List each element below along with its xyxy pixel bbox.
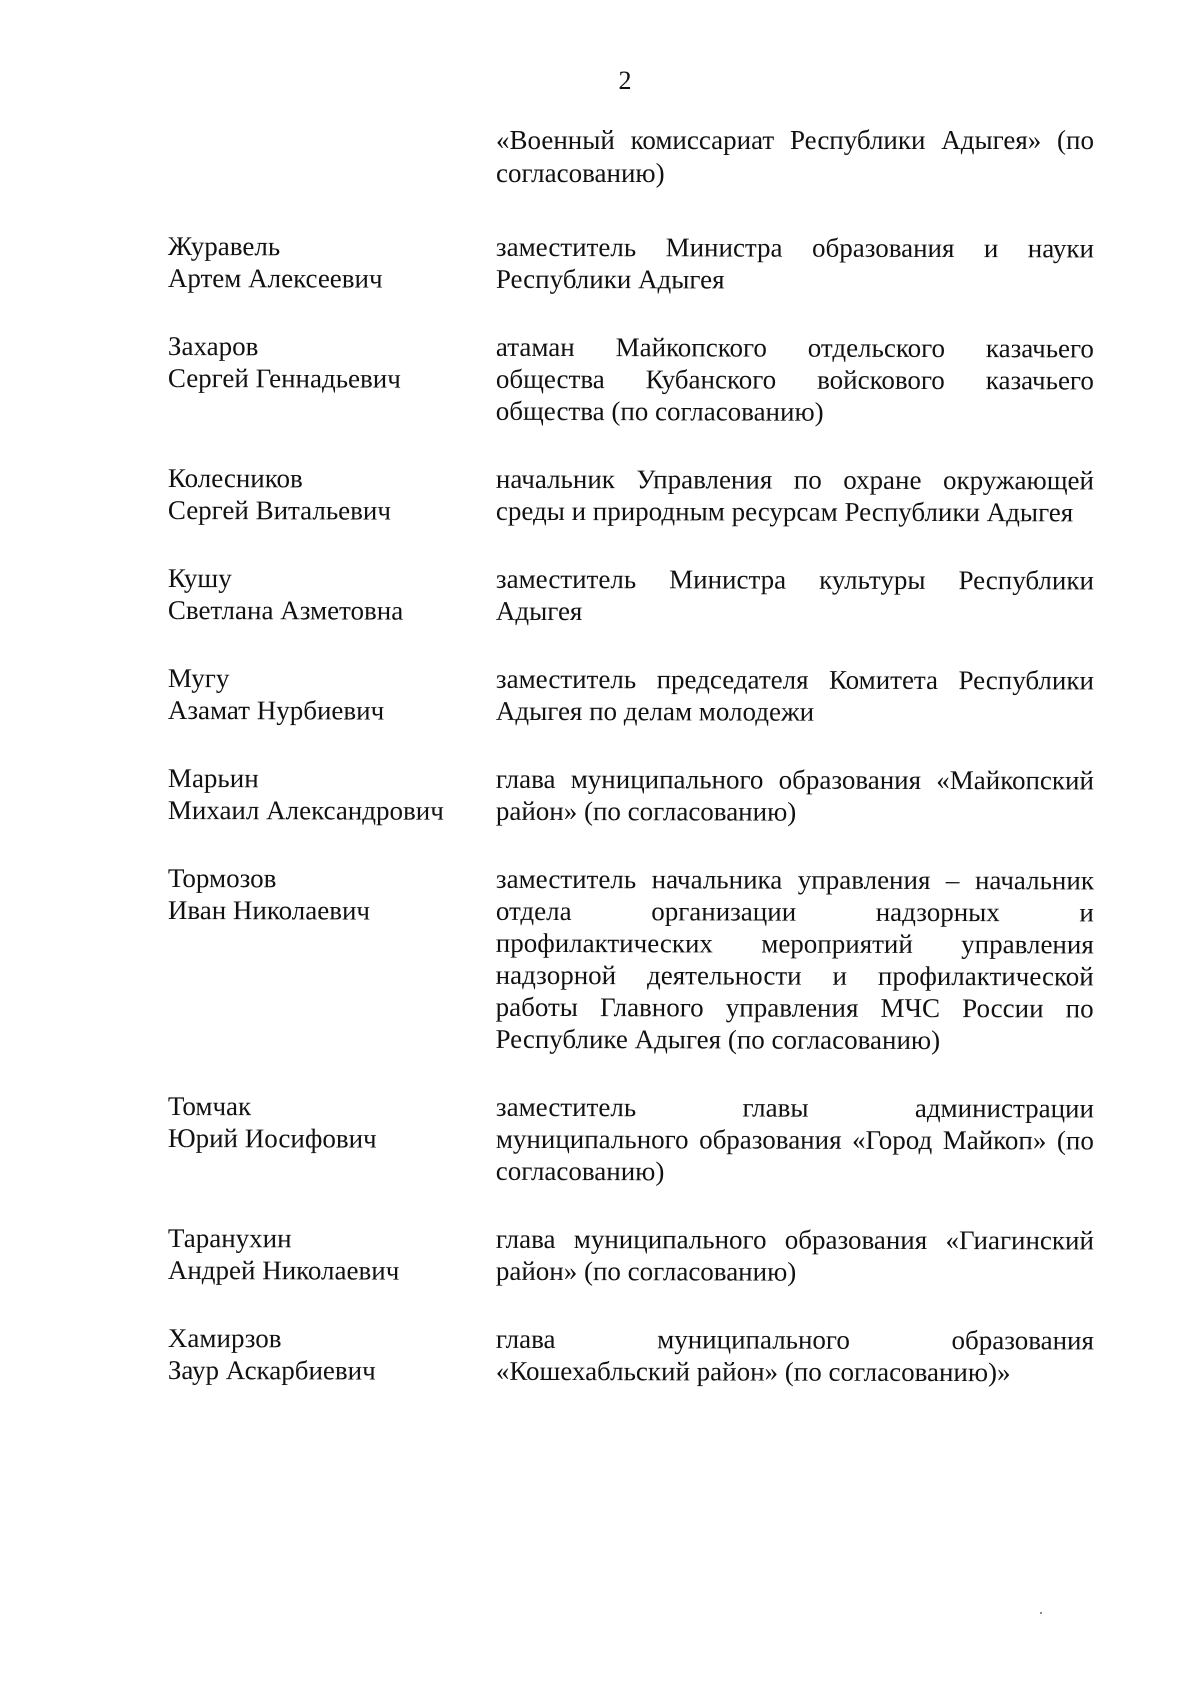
member-role: заместитель Министра образования и науки Республики Адыгея (495, 231, 1094, 295)
member-name (168, 330, 496, 427)
member-surname: Кушу (167, 563, 232, 594)
member-surname: Тормозов (167, 863, 277, 894)
member-surname: Захаров (167, 331, 259, 362)
scan-speck (1040, 1612, 1042, 1614)
member-role: заместитель начальника управления – начальник отдела организации надзорных и профилактических мероприятий управления надзорной деятельности и профилактической работы Главного управления МЧС России по Республике Адыгея (по согласованию) (495, 863, 1094, 1056)
list-item (168, 1090, 1103, 1188)
member-given-name: Светлана Азметовна (167, 594, 404, 626)
member-name (168, 1322, 496, 1387)
member-list (168, 230, 1103, 1386)
member-name (168, 1222, 496, 1287)
member-surname: Хамирзов (167, 1323, 282, 1354)
member-surname: Таранухин (167, 1223, 292, 1254)
list-item (168, 462, 1103, 528)
list-item (168, 1222, 1103, 1288)
member-surname: Томчак (167, 1091, 252, 1122)
member-role: глава муниципального образования «Гиагинский район» (по согласованию) (495, 1223, 1094, 1287)
member-role: атаман Майкопского отдельского казачьего общества Кубанского войскового казачьего общества (по согласованию) (495, 331, 1094, 427)
member-role: заместитель главы администрации муниципального образования «Город Майкоп» (по согласованию) (495, 1091, 1094, 1187)
member-name (168, 762, 496, 827)
page-number: 2 (618, 66, 632, 95)
member-given-name: Михаил Александрович (167, 794, 444, 826)
member-name (168, 562, 496, 627)
member-name (168, 1090, 496, 1187)
member-name (168, 462, 496, 527)
member-given-name: Заур Аскарбиевич (167, 1354, 376, 1386)
member-given-name: Артем Алексеевич (167, 262, 383, 294)
member-role: глава муниципального образования «Кошехабльский район» (по согласованию)» (495, 1323, 1094, 1388)
member-name (168, 662, 496, 727)
member-role: заместитель Министра культуры Республики Адыгея (495, 563, 1094, 627)
list-item (168, 562, 1103, 628)
member-role: начальник Управления по охране окружающей среды и природным ресурсам Республики Адыгея (495, 463, 1094, 528)
member-given-name: Иван Николаевич (167, 894, 371, 926)
member-surname: Журавель (167, 231, 281, 262)
list-item (168, 762, 1103, 828)
member-given-name: Азамат Нурбиевич (167, 694, 385, 726)
member-surname: Мугу (167, 663, 230, 694)
member-role: глава муниципального образования «Майкопский район» (по согласованию) (495, 763, 1094, 827)
member-surname: Колесников (167, 463, 303, 494)
document-body (168, 124, 1103, 1422)
list-item (168, 662, 1103, 728)
member-role: заместитель председателя Комитета Республики Адыгея по делам молодежи (495, 663, 1094, 727)
member-given-name: Юрий Иосифович (167, 1122, 377, 1154)
member-given-name: Сергей Геннадьевич (167, 362, 401, 394)
member-given-name: Андрей Николаевич (167, 1254, 400, 1286)
member-name (167, 862, 496, 1055)
list-item (167, 862, 1102, 1056)
list-item (168, 1322, 1103, 1388)
member-given-name: Сергей Витальевич (167, 494, 392, 526)
intro-paragraph: «Военный комиссариат Республики Адыгея» (по согласованию) (496, 125, 1094, 188)
list-item (168, 330, 1103, 428)
list-item (168, 230, 1103, 296)
member-name (168, 230, 496, 295)
member-surname: Марьин (167, 763, 259, 794)
